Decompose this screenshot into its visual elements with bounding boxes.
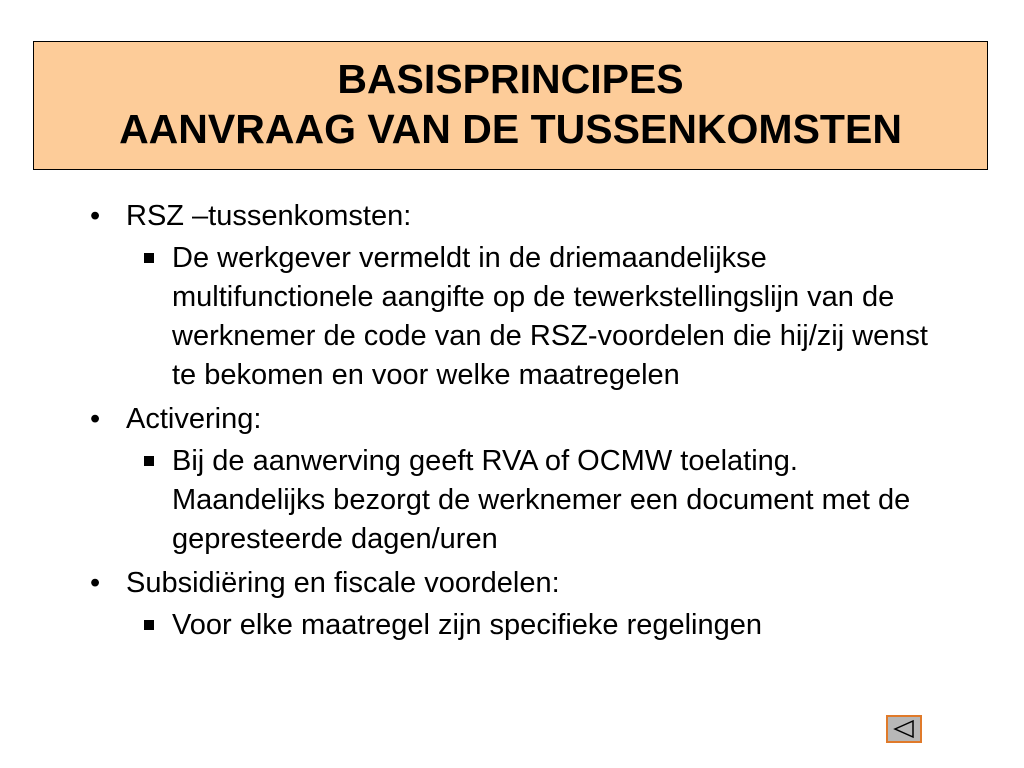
bullet-text: Activering: [126,403,262,435]
square-bullet-icon [144,253,154,263]
sub-bullet-list [126,606,984,645]
bullet-item [84,401,984,559]
square-bullet-icon [144,620,154,630]
previous-slide-button[interactable] [886,715,922,743]
bullet-text: Subsidiëring en fiscale voordelen: [126,567,560,599]
slide-title-line-2: AANVRAAG VAN DE TUSSENKOMSTEN [119,106,902,152]
sub-bullet-list [126,239,984,395]
sub-bullet-item [126,606,932,645]
bullet-text: RSZ –tussenkomsten: [126,200,412,232]
square-bullet-icon [144,456,154,466]
sub-bullet-item [126,442,932,559]
sub-bullet-text: Voor elke maatregel zijn specifieke regelingen [172,609,763,641]
slide-title-line-1: BASISPRINCIPES [337,56,684,102]
slide-title-box [33,41,988,170]
triangle-left-icon [888,717,920,741]
sub-bullet-list [126,442,984,559]
bullet-dot-icon: • [90,403,101,435]
bullet-dot-icon: • [90,567,101,599]
sub-bullet-item [126,239,932,395]
bullet-item [84,198,984,395]
bullet-list [84,198,984,645]
sub-bullet-text: Bij de aanwerving geeft RVA of OCMW toelating. Maandelijks bezorgt de werknemer een document met de gepresteerde dagen/uren [172,445,911,555]
bullet-dot-icon: • [90,200,101,232]
bullet-item [84,565,984,645]
sub-bullet-text: De werkgever vermeldt in de driemaandelijkse multifunctionele aangifte op de tewerkstellingslijn van de werknemer de code van de RSZ-voordelen die hij/zij wenst te bekomen en voor welke maatregelen [172,242,928,391]
slide-content [84,198,984,651]
